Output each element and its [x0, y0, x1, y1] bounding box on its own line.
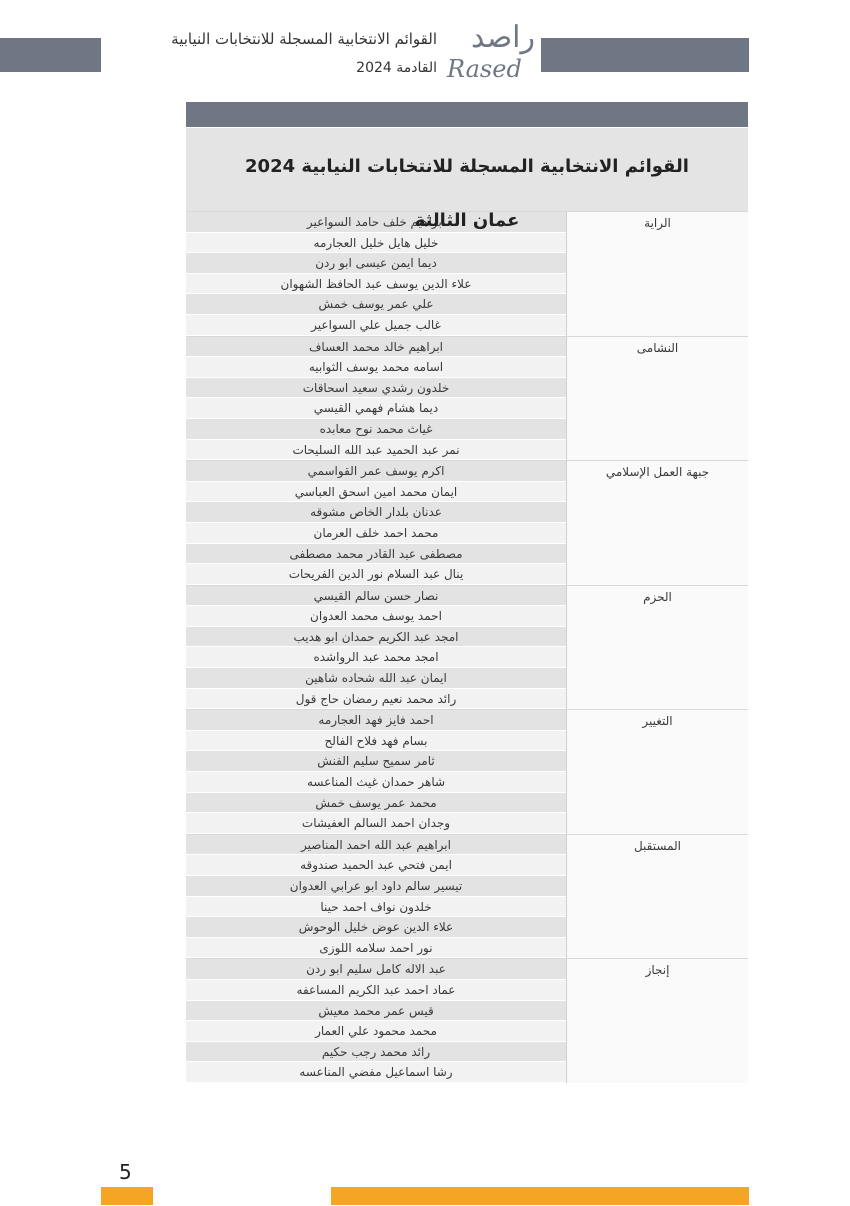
candidate-row: وجدان احمد السالم العفيشات	[186, 813, 566, 834]
candidate-row: ابراهيم خالد محمد العساف	[186, 337, 566, 358]
candidate-row: علاء الدين يوسف عبد الحافظ الشهوان	[186, 274, 566, 295]
table-top-bar	[186, 102, 748, 127]
footer-bar-right	[331, 1187, 749, 1205]
candidate-row: ابراهيم عبد الله احمد المناصير	[186, 835, 566, 856]
candidate-row: ابراهيم خلف حامد السواعير	[186, 212, 566, 233]
candidate-row: احمد يوسف محمد العدوان	[186, 606, 566, 627]
candidate-row: نصار حسن سالم القيسي	[186, 586, 566, 607]
candidate-row: قيس عمر محمد معيش	[186, 1001, 566, 1022]
header-title: القوائم الانتخابية المسجلة للانتخابات النيابية	[171, 30, 437, 48]
list-group	[186, 585, 748, 710]
candidate-row: بسام فهد فلاح الفالح	[186, 731, 566, 752]
candidate-row: ايمان عبد الله شحاده شاهين	[186, 668, 566, 689]
candidate-row: اسامه محمد يوسف الثوابيه	[186, 357, 566, 378]
candidate-row: امجد محمد عبد الرواشده	[186, 647, 566, 668]
list-group	[186, 709, 748, 834]
candidate-row: خلدون نواف احمد حينا	[186, 897, 566, 918]
candidate-row: اكرم يوسف عمر القواسمي	[186, 461, 566, 482]
list-group	[186, 460, 748, 585]
list-group	[186, 834, 748, 959]
candidate-list	[186, 835, 566, 959]
candidate-row: ينال عبد السلام نور الدين الفريحات	[186, 564, 566, 585]
candidate-list	[186, 586, 566, 710]
candidate-row: تيسير سالم داود ابو عرابي العدوان	[186, 876, 566, 897]
candidate-row: شاهر حمدان غيث المناعسه	[186, 772, 566, 793]
candidate-row: ايمان محمد امين اسحق العباسي	[186, 482, 566, 503]
logo-arabic-text: راصد	[470, 20, 535, 55]
candidate-row: نور احمد سلامه اللوزى	[186, 938, 566, 959]
candidate-row: رائد محمد رجب حكيم	[186, 1042, 566, 1063]
candidate-list	[186, 959, 566, 1083]
candidate-row: ديما هشام فهمي القيسي	[186, 398, 566, 419]
candidate-row: امجد عبد الكريم حمدان ابو هديب	[186, 627, 566, 648]
header-subtitle: القادمة 2024	[356, 60, 437, 76]
candidate-row: ايمن فتحي عبد الحميد صندوقه	[186, 855, 566, 876]
header-bar-left	[0, 38, 101, 72]
list-group	[186, 336, 748, 461]
candidate-list	[186, 337, 566, 461]
candidate-row: محمد عمر يوسف خمش	[186, 793, 566, 814]
candidate-row: محمد احمد خلف العرمان	[186, 523, 566, 544]
candidate-list	[186, 461, 566, 585]
candidate-row: عدنان بلدار الخاص مشوقه	[186, 502, 566, 523]
candidate-list	[186, 710, 566, 834]
footer-bar-left	[101, 1187, 153, 1205]
list-name: إنجاز	[566, 959, 748, 1083]
candidate-row: مصطفى عبد القادر محمد مصطفى	[186, 544, 566, 565]
candidate-row: علاء الدين عوض خليل الوحوش	[186, 917, 566, 938]
candidate-row: عبد الاله كامل سليم ابو ردن	[186, 959, 566, 980]
candidate-row: علي عمر يوسف خمش	[186, 294, 566, 315]
candidate-row: ثامر سميح سليم الفنش	[186, 751, 566, 772]
candidate-row: رشا اسماعيل مفضي المناعسه	[186, 1062, 566, 1083]
list-name: الراية	[566, 212, 748, 336]
candidate-row: خليل هايل خليل العجارمه	[186, 233, 566, 254]
list-name: التغيير	[566, 710, 748, 834]
district-name: عمان الثالثة	[414, 210, 520, 231]
header-bar-right	[541, 38, 749, 72]
candidate-row: ديما ايمن عيسى ابو ردن	[186, 253, 566, 274]
candidate-row: محمد محمود علي العمار	[186, 1021, 566, 1042]
page-number: 5	[119, 1160, 132, 1184]
candidate-row: غالب جميل علي السواعير	[186, 315, 566, 336]
list-name: النشامى	[566, 337, 748, 461]
rased-logo	[443, 20, 535, 84]
logo-english-text: Rased	[447, 55, 522, 83]
list-groups	[186, 211, 748, 1083]
candidate-row: خلدون رشدي سعيد اسحاقات	[186, 378, 566, 399]
candidates-table	[186, 102, 748, 1083]
candidate-row: رائد محمد نعيم رمضان حاج قول	[186, 689, 566, 710]
candidate-row: نمر عبد الحميد عبد الله السليحات	[186, 440, 566, 461]
list-name: جبهة العمل الإسلامي	[566, 461, 748, 585]
list-name: الحزم	[566, 586, 748, 710]
list-name: المستقبل	[566, 835, 748, 959]
table-title: القوائم الانتخابية المسجلة للانتخابات النيابية 2024	[245, 156, 689, 177]
candidate-row: احمد فايز فهد العجارمه	[186, 710, 566, 731]
candidate-row: غياث محمد نوح معابده	[186, 419, 566, 440]
list-group	[186, 958, 748, 1083]
candidate-row: عماد احمد عبد الكريم المساعفه	[186, 980, 566, 1001]
